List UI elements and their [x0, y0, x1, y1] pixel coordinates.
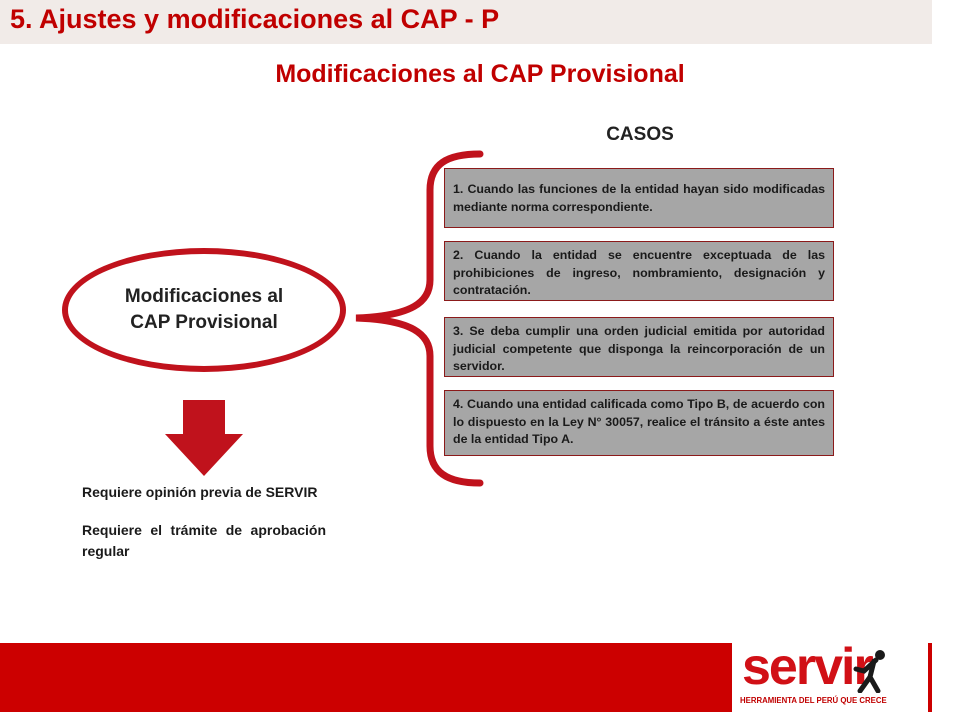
case-item-4: 4. Cuando una entidad calificada como Tipo B, de acuerdo con lo dispuesto en la Ley N° 30057, realice el tránsito a éste antes de la entidad Tipo A.: [444, 390, 834, 456]
ellipse-label-line2: CAP Provisional: [130, 312, 278, 333]
logo-wordmark: servir: [742, 638, 872, 696]
pushing-figure-icon: [852, 649, 892, 693]
case-item-2: 2. Cuando la entidad se encuentre exceptuada de las prohibiciones de ingreso, nombramiento, designación y contratación.: [444, 241, 834, 301]
requirement-2: Requiere el trámite de aprobación regular: [82, 522, 326, 559]
cap-ellipse: [62, 248, 346, 372]
down-arrow-icon: [163, 400, 245, 478]
case-item-1: 1. Cuando las funciones de la entidad hayan sido modificadas mediante norma correspondiente.: [444, 168, 834, 228]
servir-logo: [732, 638, 928, 712]
page-subtitle: Modificaciones al CAP Provisional: [275, 60, 685, 88]
ellipse-label-line1: Modificaciones al: [124, 286, 284, 308]
requirements-list: [82, 482, 326, 579]
slide-title: 5. Ajustes y modificaciones al CAP - P: [10, 4, 500, 34]
case-item-3: 3. Se deba cumplir una orden judicial emitida por autoridad judicial competente que disponga la reincorporación de un servidor.: [444, 317, 834, 377]
logo-tagline: HERRAMIENTA DEL PERÚ QUE CRECE: [740, 696, 887, 705]
casos-heading: CASOS: [606, 124, 674, 145]
ellipse-label: [125, 284, 283, 335]
requirement-1: Requiere opinión previa de SERVIR: [82, 484, 318, 500]
header-bar: [0, 0, 932, 44]
